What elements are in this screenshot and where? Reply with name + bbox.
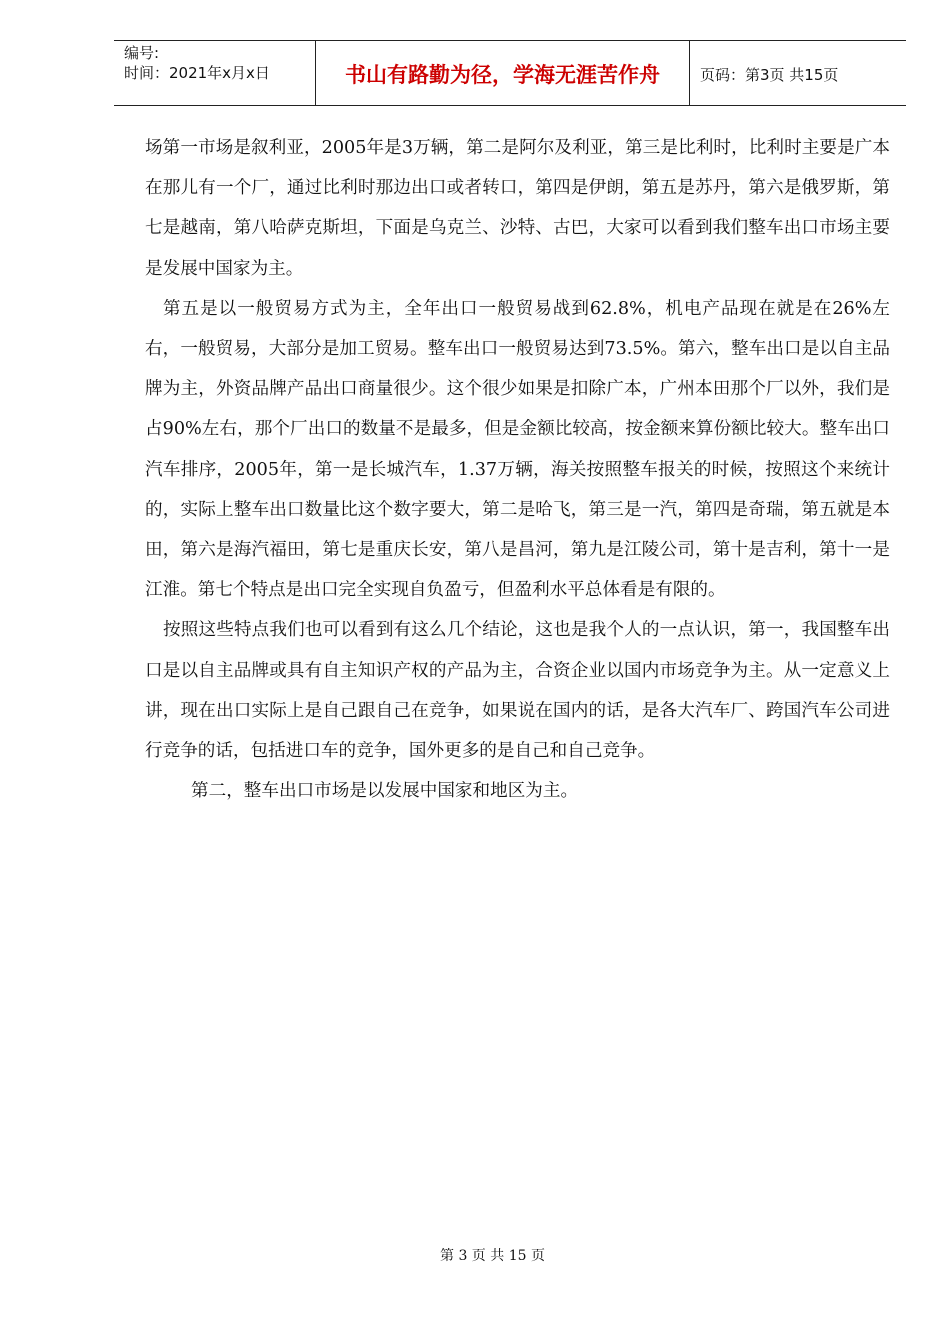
page-header [114,40,906,106]
document-time-label: 时间：2021年x月x日 [124,64,270,82]
header-page-number: 页码：第3页 共15页 [700,66,839,84]
header-motto-cell [316,41,690,105]
document-body [145,128,890,811]
header-info-cell [114,41,316,105]
body-paragraph: 按照这些特点我们也可以看到有这么几个结论，这也是我个人的一点认识，第一，我国整车出口是以自主品牌或具有自主知识产权的产品为主，合资企业以国内市场竞争为主。从一定意义上讲，现在出口实际上是自己跟自己在竞争，如果说在国内的话，是各大汽车厂、跨国汽车公司进行竞争的话，包括进口车的竞争，国外更多的是自己和自己竞争。 [145,620,890,762]
header-motto: 书山有路勤为径，学海无涯苦作舟 [345,63,660,87]
body-paragraph: 第五是以一般贸易方式为主，全年出口一般贸易战到62.8%，机电产品现在就是在26%左右，一般贸易，大部分是加工贸易。整车出口一般贸易达到73.5%。第六，整车出口是以自主品牌为主，外资品牌产品出口商量很少。这个很少如果是扣除广本，广州本田那个厂以外，我们是占90%左右，那个厂出口的数量不是最多，但是金额比较高，按金额来算份额比较大。整车出口汽车排序，2005年，第一是长城汽车，1.37万辆，海关按照整车报关的时候，按照这个来统计的，实际上整车出口数量比这个数字要大，第二是哈飞，第三是一汽，第四是奇瑞，第五就是本田，第六是海汽福田，第七是重庆长安，第八是昌河，第九是江陵公司，第十是吉利，第十一是江淮。第七个特点是出口完全实现自负盈亏，但盈利水平总体看是有限的。 [145,298,890,601]
body-paragraph: 场第一市场是叙利亚，2005年是3万辆，第二是阿尔及利亚，第三是比利时，比利时主要是广本在那儿有一个厂，通过比利时那边出口或者转口，第四是伊朗，第五是苏丹，第六是俄罗斯，第七是越南，第八哈萨克斯坦，下面是乌克兰、沙特、古巴，大家可以看到我们整车出口市场主要是发展中国家为主。 [145,138,890,279]
body-paragraph: 第二，整车出口市场是以发展中国家和地区为主。 [191,781,579,802]
header-page-cell [690,41,906,105]
page-footer: 第 3 页 共 15 页 [440,1248,545,1264]
document-number-label: 编号: [124,44,160,62]
